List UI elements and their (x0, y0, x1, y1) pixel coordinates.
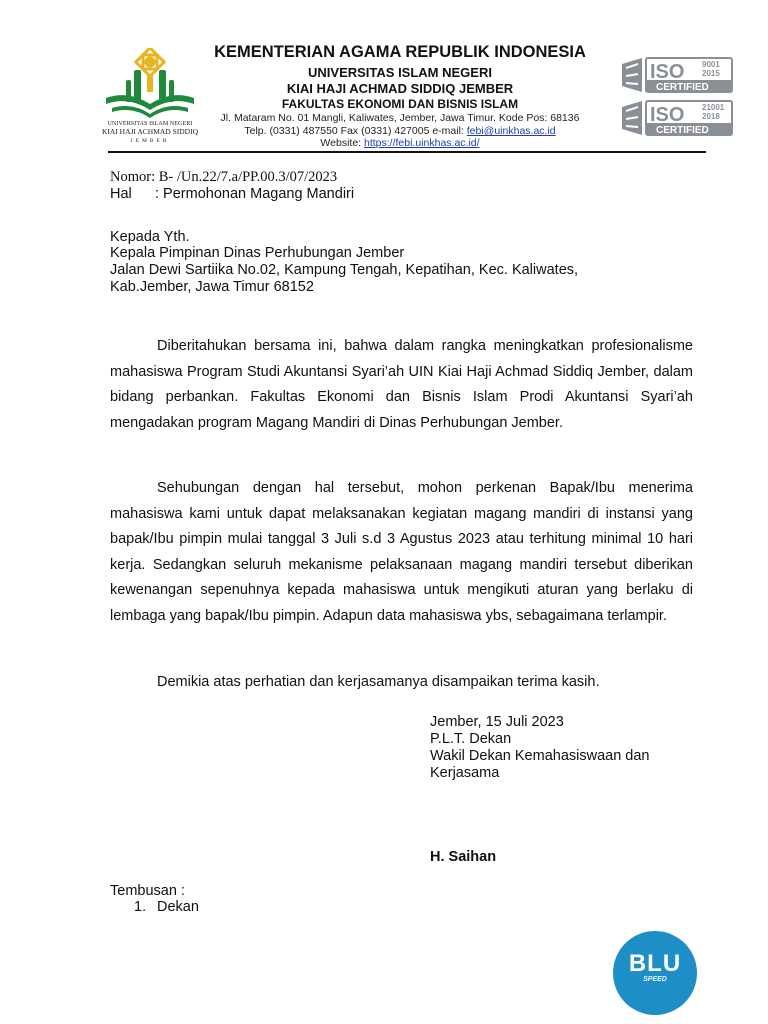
address-line: Jl. Mataram No. 01 Mangli, Kaliwates, Jember, Jawa Timur. Kode Pos: 68136 (220, 112, 580, 124)
body-paragraph: Diberitahukan bersama ini, bahwa dalam rangka meningkatkan profesionalisme mahasiswa Program Studi Akuntansi Syari’ah UIN Kiai Haji Achmad Siddiq Jember, dalam bidang perbankan. Fakultas Ekonomi dan Bisnis Islam Prodi Akuntansi Syari’ah mengadakan program Magang Mandiri di Dinas Perhubungan Jember. (110, 338, 693, 431)
iso-year-2: 2018 (702, 112, 720, 121)
iso-label-1: CERTIFIED (656, 82, 709, 93)
iso-name-2: ISO (650, 104, 685, 126)
blu-logo-subtext: SPEED (643, 976, 667, 983)
university-heading-line1: UNIVERSITAS ISLAM NEGERI (308, 65, 492, 80)
iso-name-1: ISO (650, 61, 685, 83)
recipient-line: Jalan Dewi Sartiika No.02, Kampung Tengah, Kepatihan, Kec. Kaliwates, (110, 262, 579, 278)
iso-year-1: 2015 (702, 69, 720, 78)
signature-place-date: Jember, 15 Juli 2023 (430, 714, 564, 730)
faculty-heading: FAKULTAS EKONOMI DAN BISNIS ISLAM (281, 97, 519, 111)
signature-title: Wakil Dekan Kemahasiswaan dan (430, 748, 650, 764)
iso-9001-badge (618, 56, 734, 94)
cc-label: Tembusan : (110, 883, 185, 899)
recipient-line: Kepala Pimpinan Dinas Perhubungan Jember (110, 245, 405, 261)
cc-item-number: 1. (134, 899, 147, 915)
university-heading-line2: KIAI HAJI ACHMAD SIDDIQ JEMBER (286, 81, 514, 96)
iso-21001-badge (618, 99, 734, 137)
iso-standard-2: 21001 (702, 103, 725, 112)
phone-fax-text: Telp. (0331) 487550 Fax (0331) 427005 e-mail: (244, 125, 467, 137)
body-paragraph: Sehubungan dengan hal tersebut, mohon perkenan Bapak/Ibu menerima mahasiswa kami untuk dapat melaksanakan kegiatan magang mandiri di instansi yang bapak/Ibu pimpin mulai tanggal 3 Juli s.d 3 Agustus 2023 atau terhitung minimal 10 hari kerja. Sedangkan seluruh mekanisme pelaksanaan magang mandiri tersebut diberikan kewenangan sepenuhnya kepada mahasiswa untuk mengikuti aturan yang berlaku di lembaga yang bapak/Ibu pimpin. Adapun data mahasiswa ybs, sebagaimana terlampir. (110, 480, 693, 624)
blu-logo-text: BLU (628, 950, 682, 977)
subject-value: : Permohonan Magang Mandiri (155, 186, 355, 202)
website-label: Website: (320, 137, 364, 149)
iso-certificate-icon (618, 99, 734, 137)
website-line (190, 137, 610, 149)
iso-certificate-icon (618, 56, 734, 94)
signature-title: P.L.T. Dekan (430, 731, 512, 747)
letter-number: Nomor: B- /Un.22/7.a/PP.00.3/07/2023 (110, 169, 338, 185)
logo-caption-line3: JEMBER (130, 138, 170, 144)
subject-label: Hal (110, 186, 132, 202)
recipient-line: Kepada Yth. (110, 229, 190, 245)
logo-caption-line2: KIAI HAJI ACHMAD SIDDIQ (101, 127, 199, 136)
iso-label-2: CERTIFIED (656, 125, 709, 136)
logo-caption-line1: UNIVERSITAS ISLAM NEGERI (107, 121, 193, 127)
blu-speed-logo (613, 931, 697, 1015)
closing-paragraph: Demikia atas perhatian dan kerjasamanya disampaikan terima kasih. (157, 674, 600, 690)
signature-title: Kerjasama (430, 765, 500, 781)
iso-standard-1: 9001 (702, 60, 720, 69)
ministry-heading: KEMENTERIAN AGAMA REPUBLIK INDONESIA (214, 43, 586, 61)
recipient-line: Kab.Jember, Jawa Timur 68152 (110, 279, 314, 295)
contact-line (190, 125, 610, 137)
cc-item: Dekan (157, 899, 199, 915)
header-divider (108, 151, 706, 153)
signatory-name: H. Saihan (430, 849, 497, 865)
email-link[interactable]: febi@uinkhas.ac.id (466, 125, 556, 137)
website-link[interactable]: https://febi.uinkhas.ac.id/ (364, 137, 480, 149)
